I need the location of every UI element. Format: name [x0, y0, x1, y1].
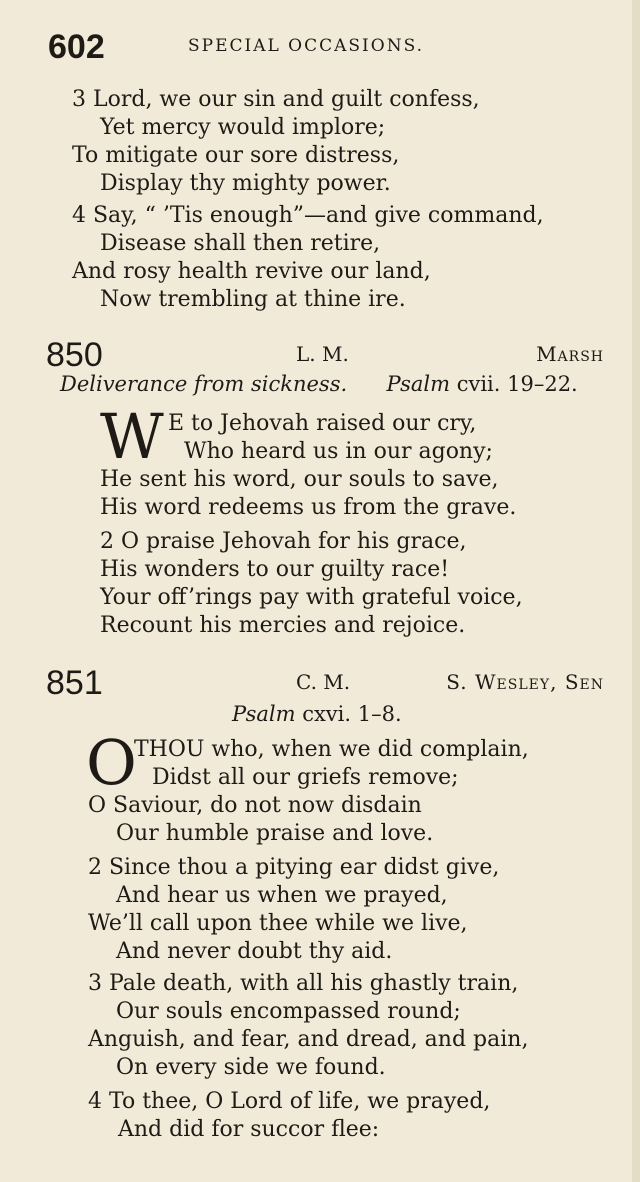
verse-line: Your off’rings pay with grateful voice,	[100, 585, 523, 610]
verse-line: 2 O praise Jehovah for his grace,	[100, 529, 467, 554]
verse-line: 3 Lord, we our sin and guilt confess,	[72, 87, 480, 112]
verse-line: And rosy health revive our land,	[72, 259, 431, 284]
verse-line: And never doubt thy aid.	[116, 939, 393, 964]
verse-line: 2 Since thou a pitying ear didst give,	[88, 855, 500, 880]
verse-line: Who heard us in our agony;	[184, 439, 493, 464]
page-edge	[632, 0, 640, 1182]
hymn-number: 851	[46, 664, 103, 702]
verse-line: Our humble praise and love.	[116, 821, 434, 846]
verse-line: His word redeems us from the grave.	[100, 495, 517, 520]
hymn-meter: C. M.	[296, 670, 351, 694]
verse-line: Yet mercy would implore;	[100, 115, 386, 140]
page-number: 602	[48, 28, 105, 66]
verse-line: Display thy mighty power.	[100, 171, 391, 196]
drop-cap: O	[86, 726, 137, 799]
verse-line: 3 Pale death, with all his ghastly train,	[88, 971, 519, 996]
hymn-composer: Marsh	[536, 342, 604, 366]
verse-line: And hear us when we prayed,	[116, 883, 448, 908]
verse-line: Our souls encompassed round;	[116, 999, 461, 1024]
scripture-book: Psalm	[232, 702, 296, 726]
verse-line: To mitigate our sore distress,	[72, 143, 400, 168]
verse-line: Now trembling at thine ire.	[100, 287, 406, 312]
verse-line: O Saviour, do not now disdain	[88, 793, 422, 818]
verse-line: Didst all our griefs remove;	[152, 765, 459, 790]
verse-line: Disease shall then retire,	[100, 231, 381, 256]
verse-line: Anguish, and fear, and dread, and pain,	[88, 1027, 529, 1052]
verse-line: 4 Say, “ ’Tis enough”—and give command,	[72, 203, 544, 228]
scripture-ref: cxvi. 1–8.	[302, 702, 402, 726]
hymn-subtitle	[232, 702, 402, 726]
verse-line: THOU who, when we did complain,	[134, 737, 529, 762]
verse-line: His wonders to our guilty race!	[100, 557, 450, 582]
hymn-number: 850	[46, 336, 103, 374]
verse-line: 4 To thee, O Lord of life, we prayed,	[88, 1089, 491, 1114]
verse-line: And did for succor flee:	[118, 1117, 380, 1142]
verse-line: He sent his word, our souls to save,	[100, 467, 499, 492]
running-title: SPECIAL OCCASIONS.	[188, 36, 425, 56]
verse-line: On every side we found.	[116, 1055, 386, 1080]
hymn-composer: S. Wesley, Sen	[446, 670, 604, 694]
scripture-ref: cvii. 19–22.	[456, 372, 578, 396]
verse-line: We’ll call upon thee while we live,	[88, 911, 468, 936]
verse-line: Recount his mercies and rejoice.	[100, 613, 466, 638]
hymn-subtitle	[60, 372, 578, 396]
hymn-meter: L. M.	[296, 342, 349, 366]
verse-line: E to Jehovah raised our cry,	[168, 411, 477, 436]
drop-cap: W	[100, 400, 164, 473]
subtitle-text: Deliverance from sickness.	[60, 372, 348, 396]
scripture-book: Psalm	[386, 372, 451, 396]
